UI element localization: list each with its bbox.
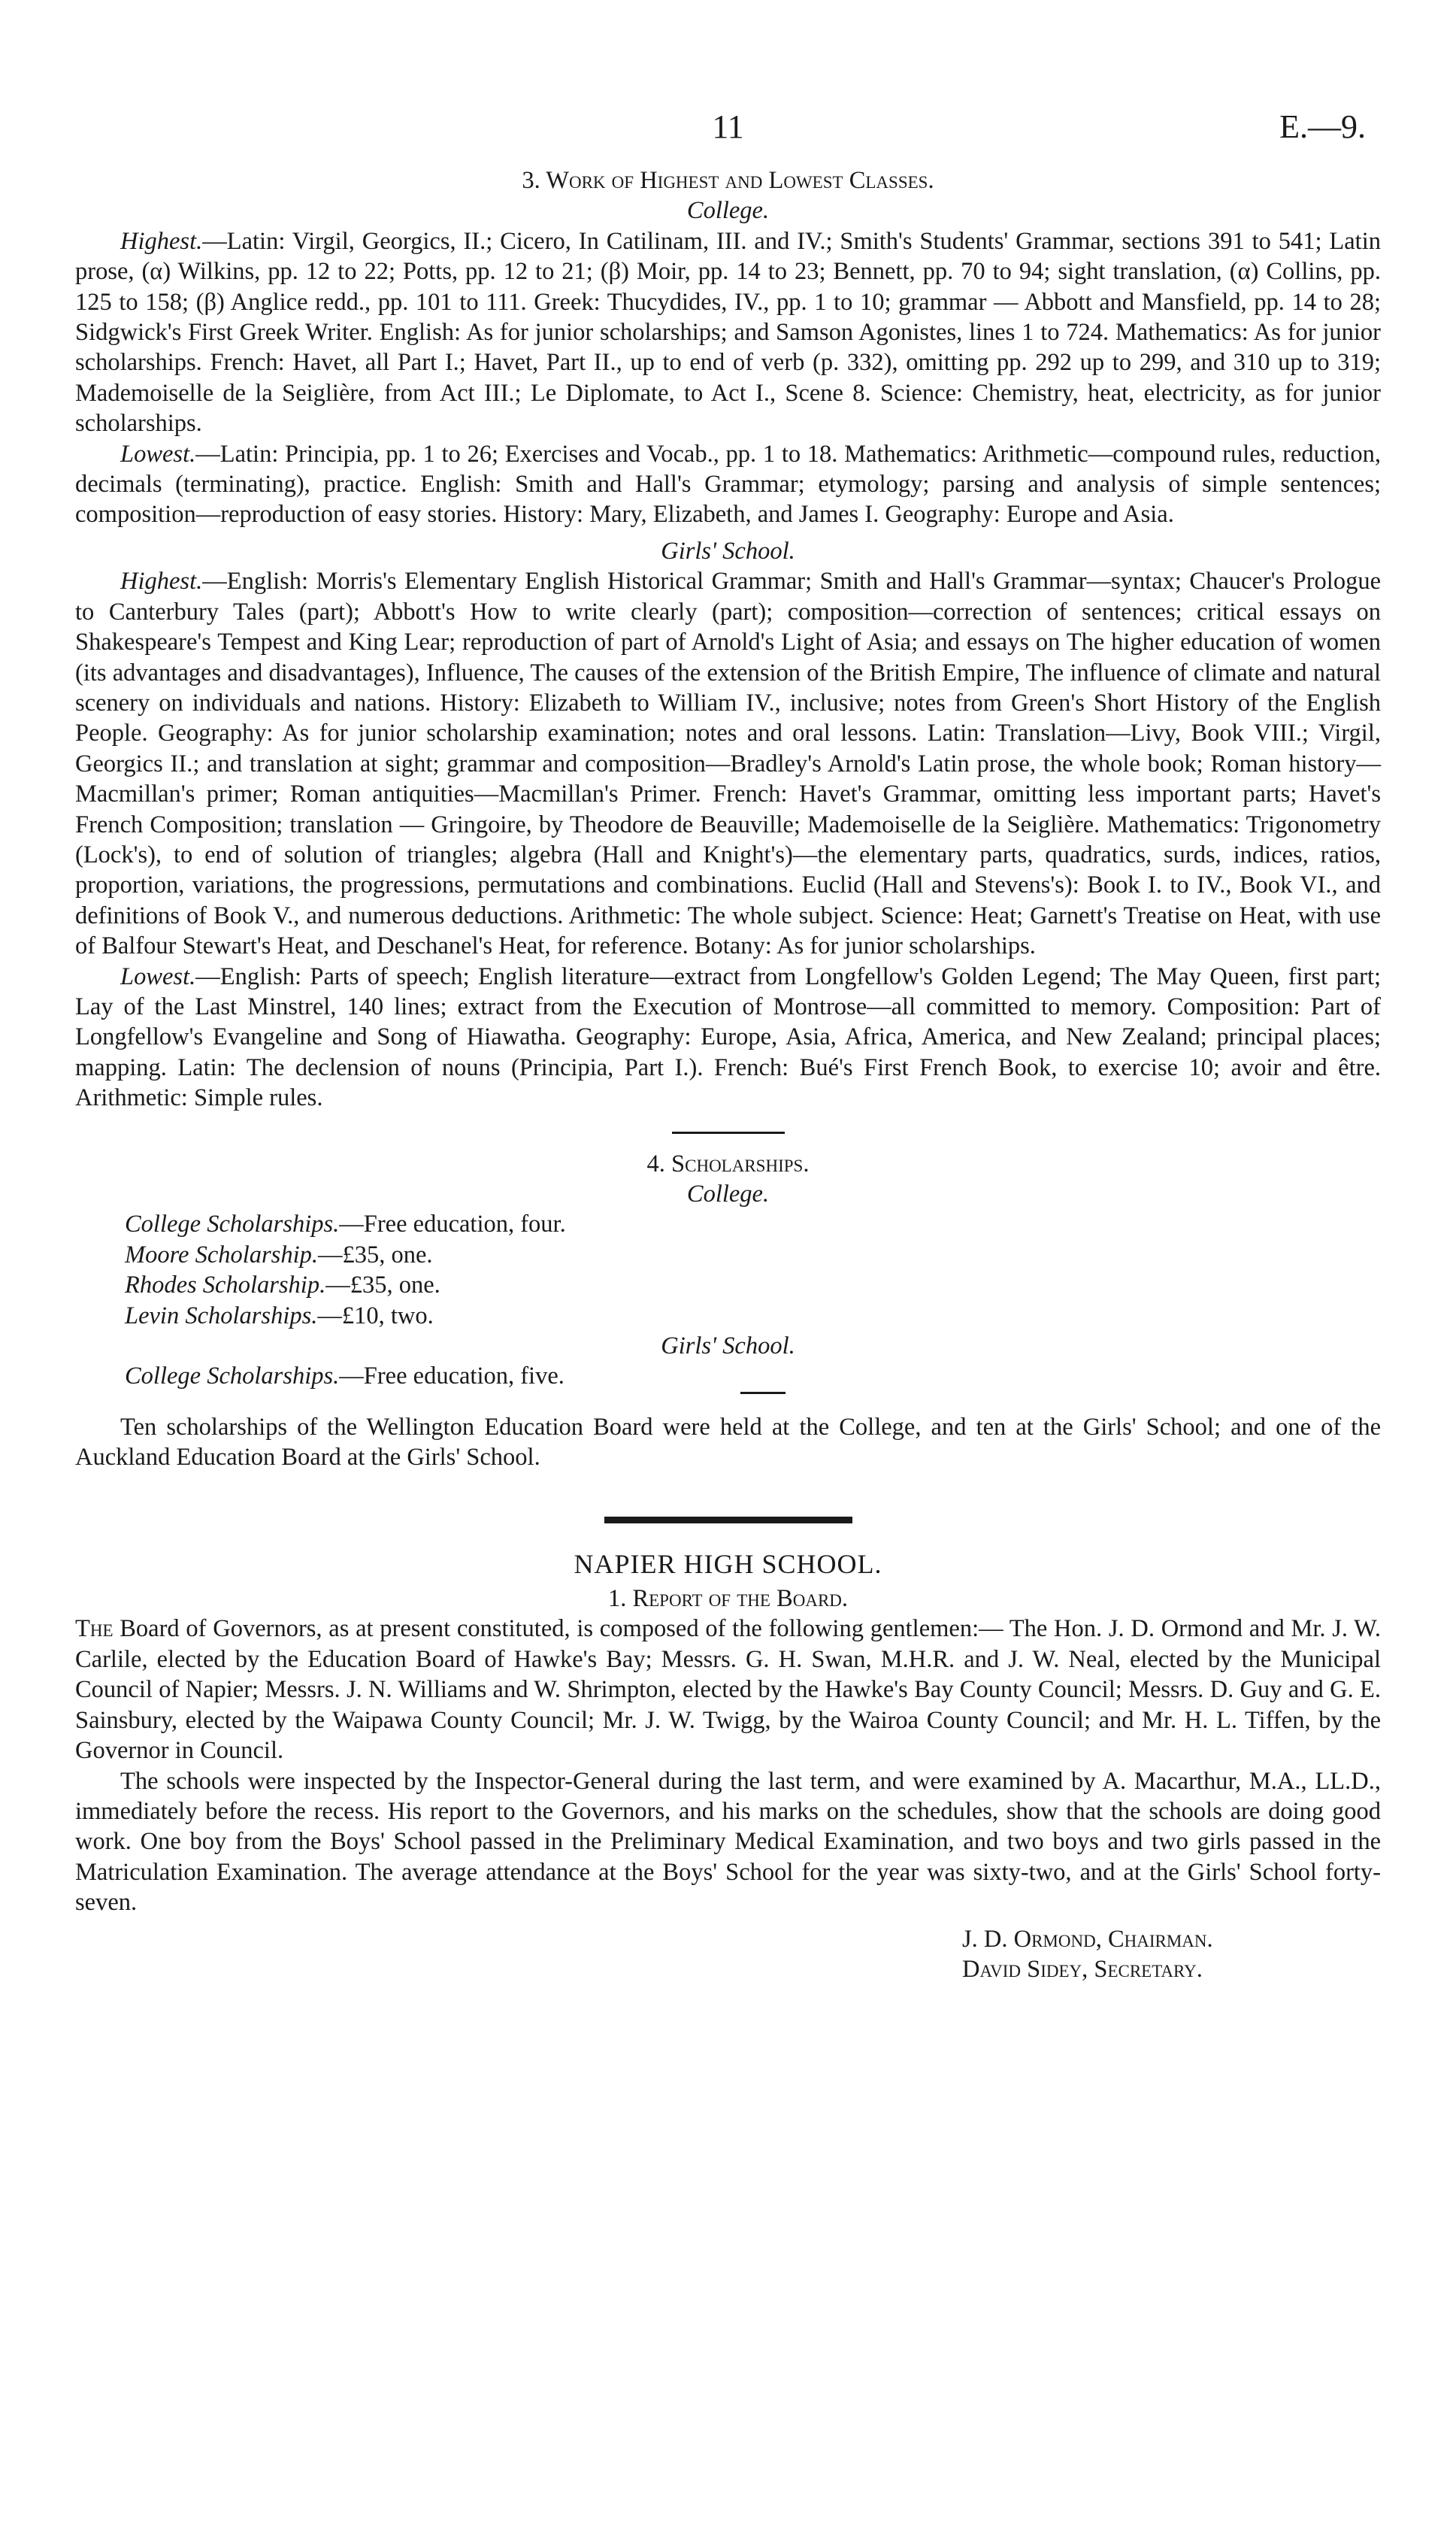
college-lowest-paragraph — [75, 439, 1381, 530]
girls-lowest-text: —English: Parts of speech; English literature—extract from Longfellow's Golden Legend; The May Queen, first part; Lay of the Last Minstrel, 140 lines; extract from the Execution of Montrose—all committed to memory. Composition: Part of Longfellow's Evangeline and Song of Hiawatha. Geography: Europe, Asia, Africa, America, and New Zealand; principal places; mapping. Latin: The declension of nouns (Principia, Part I.). French: Bué's First French Book, to exercise 10; avoir and être. Arithmetic: Simple rules. — [75, 962, 1381, 1112]
scholarship-item: Levin Scholarships.—£10, two. — [125, 1302, 434, 1329]
girls-lowest-paragraph — [75, 962, 1381, 1114]
napier-paragraph-2: The schools were inspected by the Inspector-General during the last term, and were examined by A. Macarthur, M.A., LL.D., immediately before the recess. His report to the Governors, and his marks on the schedules, show that the schools are doing good work. One boy from the Boys' School passed in the Preliminary Medical Examination, and two boys and two girls passed in the Matriculation Examination. The average attendance at the Boys' School for the year was sixty-two, and at the Girls' School forty-seven. — [75, 1767, 1381, 1917]
college-highest-paragraph — [75, 226, 1381, 439]
scholarship-item: College Scholarships.—Free education, four. — [125, 1211, 566, 1238]
signature-secretary: David Sidey, Secretary. — [962, 1955, 1203, 1983]
college-lowest-text: —Latin: Principia, pp. 1 to 26; Exercises and Vocab., pp. 1 to 18. Mathematics: Arithmetic—compound rules, reduction, decimals (terminating), practice. English: Smith and Hall's Grammar; etymology; parsing and analysis of simple sentences; composition—reproduction of easy stories. History: Mary, Elizabeth, and James I. Geography: Europe and Asia. — [75, 440, 1381, 529]
highest-label: Highest. — [120, 227, 203, 255]
subheading-college: College. — [686, 1181, 770, 1208]
lowest-label: Lowest. — [120, 962, 196, 990]
subheading-college: College. — [686, 197, 770, 225]
page-header — [75, 105, 1381, 149]
section-heading-scholarships: 4. Scholarships. — [646, 1150, 810, 1178]
girls-highest-text: —English: Morris's Elementary English Historical Grammar; Smith and Hall's Grammar—syntax; Chaucer's Prologue to Canterbury Tales (part); Abbott's How to write clearly (part); composition—correction of sentences; critical essays on Shakespeare's Tempest and King Lear; reproduction of part of Arnold's Light of Asia; and essays on The higher education of women (its advantages and disadvantages), Influence, The causes of the extension of the British Empire, The influence of climate and natural scenery on individuals and nations. History: Elizabeth to William IV., inclusive; notes from Green's Short History of the English People. Geography: As for junior scholarship examination; notes and oral lessons. Latin: Translation—Livy, Book VIII.; Virgil, Georgics II.; and translation at sight; grammar and composition—Bradley's Arnold's Latin prose, the whole book; Roman history—Macmillan's primer; Roman antiquities—Macmillan's Primer. French: Havet's Grammar, omitting less important parts; Havet's French Composition; translation — Gringoire, by Theodore de Beauville; Mademoiselle de la Seiglière. Mathematics: Trigonometry (Lock's), to end of solution of triangles; algebra (Hall and Knight's)—the elementary parts, quadratics, surds, indices, ratios, proportion, variations, the progressions, permutations and combinations. Euclid (Hall and Stevens's): Book I. to IV., Book VI., and definitions of Book V., and numerous deductions. Arithmetic: The whole subject. Science: Heat; Garnett's Treatise on Heat, with use of Balfour Stewart's Heat, and Deschanel's Heat, for reference. Botany: As for junior scholarships. — [75, 568, 1381, 960]
subheading-girls-school: Girls' School. — [661, 537, 795, 565]
section-heading-work: 3. Work of Highest and Lowest Classes. — [522, 167, 934, 194]
highest-label: Highest. — [120, 568, 203, 596]
document-reference: E.—9. — [1279, 108, 1366, 145]
subheading-report: 1. Report of the Board. — [607, 1585, 849, 1613]
napier-paragraph-1: The Board of Governors, as at present constituted, is composed of the following gentlemen:— The Hon. J. D. Ormond and Mr. J. W. Carlile, elected by the Education Board of Hawke's Bay; Messrs. G. H. Swan, M.H.R. and J. W. Neal, elected by the Municipal Council of Napier; Messrs. J. N. Williams and W. Shrimpton, elected by the Hawke's Bay County Council; Messrs. D. Guy and G. E. Sainsbury, elected by the Waipawa County Council; Mr. J. W. Twigg, by the Wairoa County Council; and Mr. H. L. Tiffen, by the Governor in Council. — [75, 1615, 1381, 1765]
scholarships-note: Ten scholarships of the Wellington Education Board were held at the College, and ten at the Girls' School; and one of the Auckland Education Board at the Girls' School. — [75, 1413, 1381, 1472]
scholarship-item: Rhodes Scholarship.—£35, one. — [125, 1272, 440, 1299]
girls-highest-paragraph — [75, 566, 1381, 961]
scholarship-item: College Scholarships.—Free education, five. — [125, 1362, 565, 1390]
scholarship-item: Moore Scholarship.—£35, one. — [125, 1241, 433, 1268]
lowest-label: Lowest. — [120, 440, 196, 468]
signature-chairman: J. D. Ormond, Chairman. — [962, 1925, 1213, 1953]
section-divider-thick — [604, 1517, 852, 1523]
napier-title: NAPIER HIGH SCHOOL. — [574, 1548, 882, 1579]
subheading-girls-school: Girls' School. — [661, 1332, 795, 1360]
college-highest-text: —Latin: Virgil, Georgics, II.; Cicero, In Catilinam, III. and IV.; Smith's Students' Grammar, sections 391 to 541; Latin prose, (α) Wilkins, pp. 12 to 22; Potts, pp. 12 to 21; (β) Moir, pp. 14 to 23; Bennett, pp. 70 to 94; sight translation, (α) Collins, pp. 125 to 158; (β) Anglice redd., pp. 101 to 111. Greek: Thucydides, IV., pp. 1 to 10; grammar — Abbott and Mansfield, pp. 14 to 28; Sidgwick's First Greek Writer. English: As for junior scholarships; and Samson Agonistes, lines 1 to 724. Mathematics: As for junior scholarships. French: Havet, all Part I.; Havet, Part II., up to end of verb (p. 332), omitting pp. 292 up to 299, and 310 up to 319; Mademoiselle de la Seiglière, from Act III.; Le Diplomate, to Act I., Scene 8. Science: Chemistry, heat, electricity, as for junior scholarships. — [75, 227, 1381, 438]
divider — [740, 1392, 786, 1394]
page-number: 11 — [712, 108, 744, 145]
divider — [672, 1132, 785, 1134]
